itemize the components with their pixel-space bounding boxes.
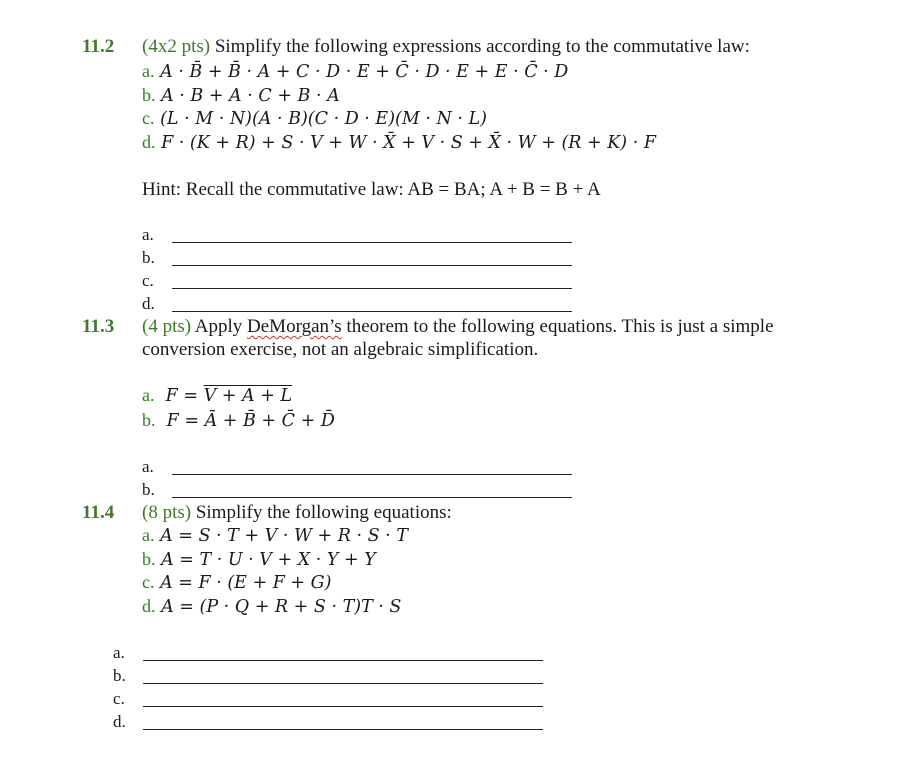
equation-a xyxy=(142,525,408,546)
points: (4x2 pts) xyxy=(142,36,211,57)
answer-label-b: b. xyxy=(142,248,155,267)
expression-a xyxy=(142,61,568,82)
answer-label-d: d. xyxy=(113,712,126,731)
lhs: F = xyxy=(166,411,205,431)
rhs-overlined: V + A + L xyxy=(203,386,293,406)
equation-c xyxy=(142,572,331,593)
expression: A = T · U · V + X · Y + Y xyxy=(161,550,376,570)
question-prompt xyxy=(142,502,452,524)
question-number: 11.3 xyxy=(82,316,115,337)
expression: F · (K + R) + S · V + W · X̄ + V · S + X̄ · W + (R + K) · F xyxy=(161,133,656,153)
equation-a xyxy=(142,385,292,406)
item-label: c. xyxy=(142,108,155,128)
prompt-text-post: theorem to the following equations. This is just a simple xyxy=(341,316,774,337)
prompt-text: Simplify the following equations: xyxy=(195,502,452,523)
answer-label-b: b. xyxy=(113,666,126,685)
expression-c xyxy=(142,108,487,129)
answer-line-d[interactable] xyxy=(143,729,543,730)
item-label: a. xyxy=(142,385,155,405)
answer-label-a: a. xyxy=(142,457,154,476)
question-number: 11.2 xyxy=(82,36,115,57)
answer-line-a[interactable] xyxy=(172,474,572,475)
item-label: d. xyxy=(142,596,156,616)
answer-line-c[interactable] xyxy=(172,288,572,289)
answer-label-a: a. xyxy=(142,225,154,244)
question-prompt xyxy=(142,316,774,338)
item-label: c. xyxy=(142,572,155,592)
item-label: b. xyxy=(142,85,156,105)
expression: A = (P · Q + R + S · T)T · S xyxy=(161,597,402,617)
answer-line-b[interactable] xyxy=(172,265,572,266)
answer-label-c: c. xyxy=(113,689,125,708)
answer-line-c[interactable] xyxy=(143,706,543,707)
points: (8 pts) xyxy=(142,502,192,523)
question-prompt xyxy=(142,36,750,58)
question-number: 11.4 xyxy=(82,502,115,523)
answer-label-d: d. xyxy=(142,294,155,313)
answer-line-b[interactable] xyxy=(172,497,572,498)
equation-b xyxy=(142,410,335,431)
item-label: b. xyxy=(142,549,156,569)
prompt-name: DeMorgan’s xyxy=(247,316,342,337)
answer-line-a[interactable] xyxy=(143,660,543,661)
rhs: Ā + B̄ + C̄ + D̄ xyxy=(204,411,335,431)
answer-label-c: c. xyxy=(142,271,154,290)
expression-d xyxy=(142,132,656,153)
hint-text: Hint: Recall the commutative law: AB = BA; A + B = B + A xyxy=(142,179,601,200)
answer-line-a[interactable] xyxy=(172,242,572,243)
expression: (L · M · N)(A · B)(C · D · E)(M · N · L) xyxy=(160,109,487,129)
expression: A = S · T + V · W + R · S · T xyxy=(160,526,408,546)
equation-d xyxy=(142,596,401,617)
prompt-line-2: conversion exercise, not an algebraic simplification. xyxy=(142,339,539,360)
equation-b xyxy=(142,549,376,570)
expression-b xyxy=(142,85,340,106)
answer-label-a: a. xyxy=(113,643,125,662)
item-label: d. xyxy=(142,132,156,152)
answer-line-b[interactable] xyxy=(143,683,543,684)
expression: A · B + A · C + B · A xyxy=(161,86,340,106)
prompt-text-pre: Apply xyxy=(194,316,248,337)
item-label: a. xyxy=(142,525,155,545)
expression: A = F · (E + F + G) xyxy=(160,573,332,593)
expression: A · B̄ + B̄ · A + C · D · E + C̄ · D · E + E · C̄ · D xyxy=(160,62,569,82)
item-label: b. xyxy=(142,410,156,430)
item-label: a. xyxy=(142,61,155,81)
answer-line-d[interactable] xyxy=(172,311,572,312)
lhs: F = xyxy=(165,386,204,406)
prompt-text: Simplify the following expressions according to the commutative law: xyxy=(214,36,750,57)
answer-label-b: b. xyxy=(142,480,155,499)
points: (4 pts) xyxy=(142,316,192,337)
